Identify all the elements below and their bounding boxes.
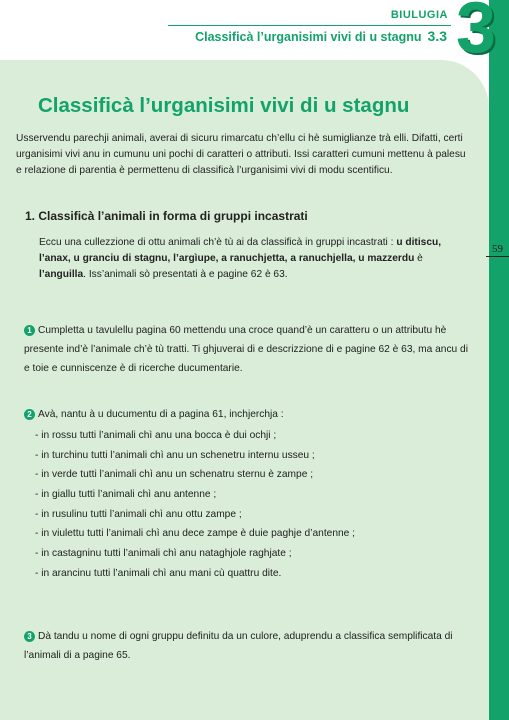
section-heading: 1. Classificà l’animali in forma di gruppi incastrati xyxy=(25,209,308,223)
paragraph-text: . Iss’animali sò presentati à e pagine 62 è 63. xyxy=(83,269,288,280)
step-1 xyxy=(24,320,469,377)
list-item: - in castagninu tutti l’animali chì anu nataghjole raghjate ; xyxy=(35,548,292,560)
right-color-band xyxy=(489,0,509,720)
list-item: - in giallu tutti l’animali chì anu antenne ; xyxy=(35,489,217,501)
header-chapter-title: Classificà l’urganisimi vivi di u stagnu xyxy=(195,30,422,44)
paragraph-text: è xyxy=(414,253,423,264)
list-item: - in verde tutti l’animali chì anu un schenatru sternu è zampe ; xyxy=(35,469,314,481)
step-number-badge: 2 xyxy=(24,409,35,420)
list-item: - in rusulinu tutti l’animali chì anu ottu zampe ; xyxy=(35,508,242,520)
list-item: - in arancinu tutti l’animali chì anu mani cù quattru dite. xyxy=(35,567,282,579)
paragraph-animals: u ditiscu, l’anax, u granciu di stagnu, l’argìupe, a ranuchjetta, a ranuchjella, u mazzerdu xyxy=(39,237,442,264)
list-item: - in rossu tutti l’animali chì anu una bocca è dui ochji ; xyxy=(35,430,277,441)
step-2 xyxy=(24,404,469,423)
header-divider xyxy=(168,25,451,26)
step-text: Avà, nantu à u ducumentu di a pagina 61, inchjerchja : xyxy=(38,409,284,420)
page-number: 59 xyxy=(492,243,503,255)
page-number-rule xyxy=(486,256,509,257)
intro-paragraph: Usservendu parechji animali, averai di sicuru rimarcatu ch’ellu ci hè sumiglianze trà elli. Difatti, certi urganisimi vivi anu in cumunu uni pochi di caratteri o attributi. Issi caratteri cumuni mettenu à palesu e relazione di parentia è permettenu di classificà l’urganisimi vivi di modu scentificu. xyxy=(16,133,466,176)
header-subject: BIULUGIA xyxy=(390,9,448,21)
header-chapter xyxy=(195,28,447,44)
section-paragraph xyxy=(39,235,469,283)
paragraph-text: Eccu una cullezzione di ottu animali ch’è tù ai da classificà in gruppi incastrati : xyxy=(39,237,397,248)
step-number-badge: 3 xyxy=(24,631,35,642)
list-item: - in viulettu tutti l’animali chì anu dece zampe è duie paghje d’antenne ; xyxy=(35,528,355,540)
color-instructions-list xyxy=(35,428,355,586)
step-text: Cumpletta u tavulellu pagina 60 mettendu una croce quand’è un caratteru o un attributu hè presente ind’è l’animale ch’è tù tratti. Ti ghjuverai di e descrizzione di e pagine 62 è 63, ma ancu di e toie e cunniscenze è di ricerche ducumentarie. xyxy=(24,325,468,374)
header-chapter-number: 3.3 xyxy=(427,28,447,44)
list-item: - in turchinu tutti l’animali chì anu un schenetru internu usseu ; xyxy=(35,449,315,461)
page-title: Classificà l’urganisimi vivi di u stagnu xyxy=(38,94,410,117)
paragraph-animal-last: l’anguilla xyxy=(39,269,84,280)
chapter-big-number: 3 xyxy=(456,0,497,68)
step-text: Dà tandu u nome di ogni gruppu definitu da un culore, aduprendu a classifica semplificata di l’animali di a pagine 65. xyxy=(24,631,453,661)
step-3 xyxy=(24,626,469,664)
step-number-badge: 1 xyxy=(24,325,35,336)
